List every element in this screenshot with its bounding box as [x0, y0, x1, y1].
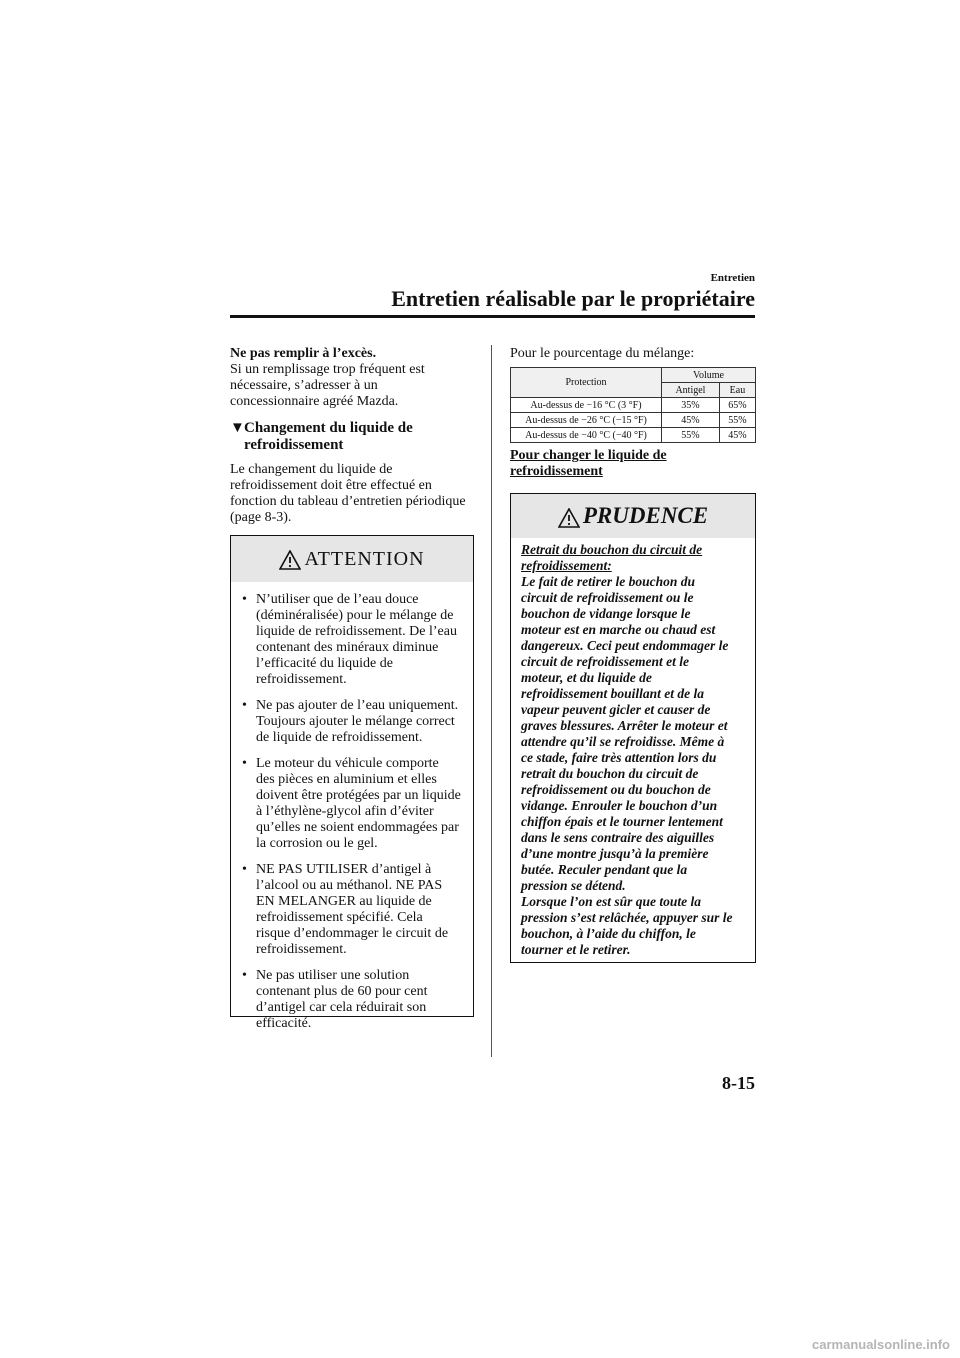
coolant-change-heading: [230, 420, 470, 454]
table-row: Au-dessus de −26 °C (−15 °F) 45% 55%: [511, 413, 756, 428]
prudence-box: [510, 493, 756, 963]
overfill-line: Si un remplissage trop fréquent est: [230, 362, 425, 377]
prudence-header: [511, 494, 755, 538]
mix-table: [510, 367, 756, 443]
body-line: Le changement du liquide de: [230, 462, 393, 477]
prudence-title: PRUDENCE: [582, 503, 709, 528]
attention-title: ATTENTION: [304, 548, 425, 570]
chapter-title: Entretien réalisable par le propriétaire: [391, 286, 755, 311]
overfill-line: nécessaire, s’adresser à un: [230, 378, 378, 393]
bullet-icon: •: [242, 592, 247, 607]
heading-line: refroidissement: [244, 437, 344, 453]
list-item: • N’utiliser que de l’eau douce (déminéralisée) pour le mélange de liquide de refroidissement. De l’eau contenant des minéraux diminue l’efficacité du liquide de refroidissement.: [242, 592, 457, 687]
table-header-protection: Protection: [511, 368, 662, 398]
attention-list: [231, 582, 473, 1032]
body-line: fonction du tableau d’entretien périodique: [230, 494, 466, 509]
table-header-eau: Eau: [719, 383, 755, 398]
body-line: (page 8-3).: [230, 510, 292, 525]
attention-box: [230, 535, 474, 1031]
mix-intro: Pour le pourcentage du mélange:: [510, 346, 695, 361]
heading-line: refroidissement: [510, 464, 603, 479]
mix-table-wrap: [510, 367, 756, 443]
coolant-change-body: [230, 462, 480, 526]
page-number: 8-15: [722, 1073, 755, 1093]
overfill-heading: Ne pas remplir à l’excès.: [230, 346, 377, 361]
prudence-body: Retrait du bouchon du circuit de refroidissement: Le fait de retirer le bouchon du circuit de refroidissement ou le bouchon de vidange lorsque le moteur est en marche ou chaud est dangereux. Ceci peut endommager le circuit de refroidissement et le moteur, et du liquide de refroidissement bouillant et de la vapeur peuvent gicler et causer de graves blessures. Arrêter le moteur et attendre qu’il se refroidisse. Même à ce stade, faire très attention lors du retrait du bouchon du circuit de refroidissement ou du bouchon de vidange. Enrouler le bouchon d’un chiffon épais et le tourner lentement dans le sens contraire des aiguilles d’une montre jusqu’à la première butée. Reculer pendant que la pression se détend. Lorsque l’on est sûr que toute la pression s’est relâchée, appuyer sur le bouchon, à l’aide du chiffon, le tourner et le retirer.: [511, 538, 755, 958]
change-procedure-heading: [510, 448, 667, 480]
warning-icon: [279, 550, 301, 570]
list-item: • NE PAS UTILISER d’antigel à l’alcool ou au méthanol. NE PAS EN MELANGER au liquide de refroidissement spécifié. Cela risque d’endommager le circuit de refroidissement.: [242, 862, 449, 957]
bullet-icon: •: [242, 862, 247, 877]
body-line: refroidissement doit être effectué en: [230, 478, 432, 493]
header-rule: [230, 315, 755, 318]
watermark: carmanualsonline.info: [812, 1337, 950, 1352]
list-item: • Le moteur du véhicule comporte des pièces en aluminium et elles doivent être protégées par un liquide à l’éthylène-glycol afin d’éviter qu’elles ne soient endommagées par la corrosion ou le gel.: [242, 756, 461, 851]
column-divider: [491, 345, 492, 1057]
triangle-marker-icon: ▼: [230, 420, 245, 436]
warning-icon: [558, 508, 580, 528]
prudence-subheading: refroidissement:: [521, 558, 612, 573]
section-label: Entretien: [710, 272, 755, 284]
overfill-line: concessionnaire agréé Mazda.: [230, 394, 399, 409]
bullet-icon: •: [242, 968, 247, 983]
table-header-volume: Volume: [662, 368, 756, 383]
table-row: Au-dessus de −40 °C (−40 °F) 55% 45%: [511, 428, 756, 443]
list-item: • Ne pas ajouter de l’eau uniquement. Toujours ajouter le mélange correct de liquide de refroidissement.: [242, 698, 459, 745]
bullet-icon: •: [242, 698, 247, 713]
bullet-icon: •: [242, 756, 247, 771]
attention-header: [231, 536, 473, 582]
heading-line: Pour changer le liquide de: [510, 448, 667, 463]
heading-line: Changement du liquide de: [244, 420, 413, 436]
overfill-note: [230, 346, 480, 410]
prudence-subheading: Retrait du bouchon du circuit de: [521, 542, 703, 557]
table-row: Au-dessus de −16 °C (3 °F) 35% 65%: [511, 398, 756, 413]
table-header-antigel: Antigel: [662, 383, 720, 398]
list-item: • Ne pas utiliser une solution contenant plus de 60 pour cent d’antigel car cela réduirait son efficacité.: [242, 968, 428, 1031]
